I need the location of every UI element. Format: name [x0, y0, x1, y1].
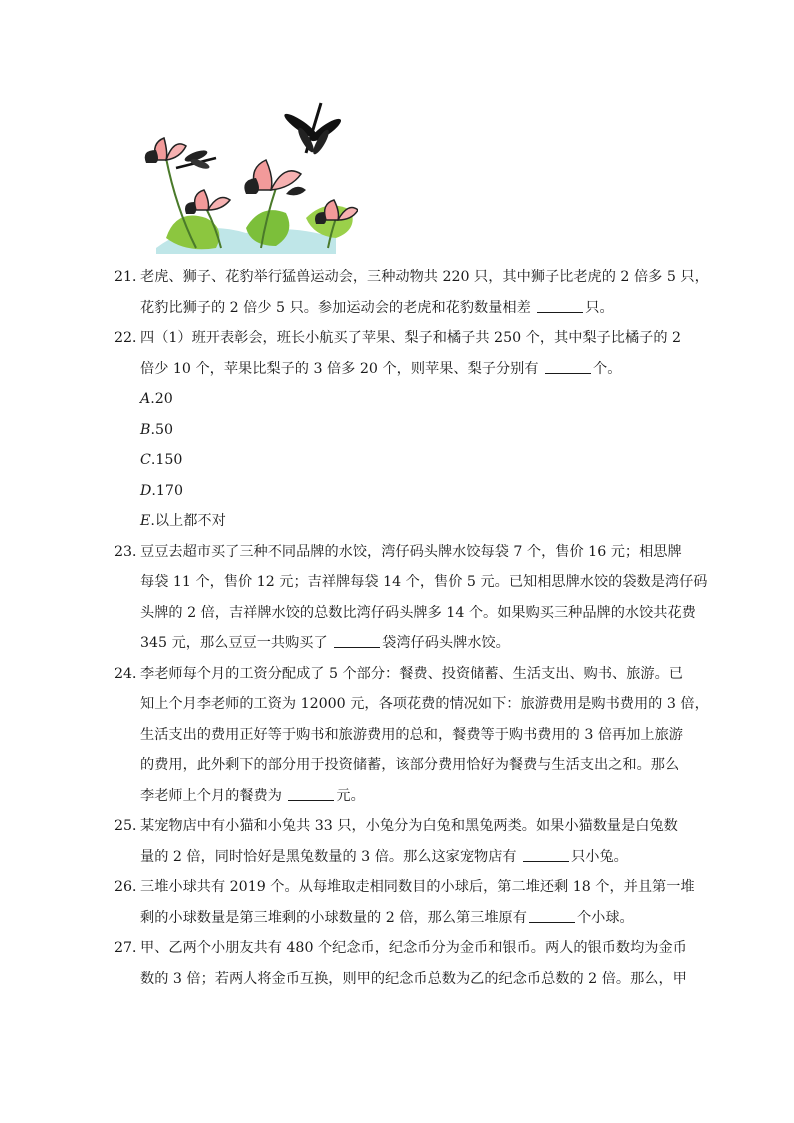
lotus-flower-icon: [244, 160, 306, 195]
question-24: [114, 659, 709, 812]
question-text: 的费用，此外剩下的部分用于投资储蓄，该部分费用恰好为餐费与生活支出之和。那么: [140, 757, 680, 773]
option-d[interactable]: D.170: [140, 482, 183, 499]
question-text: 元。: [336, 787, 365, 804]
question-number: 24．: [114, 665, 147, 682]
answer-blank[interactable]: [523, 847, 569, 862]
question-22: [114, 323, 684, 384]
question-21: [114, 262, 709, 323]
question-text: 量的 2 倍，同时恰好是黑兔数量的 3 倍。那么这家宠物店有: [140, 848, 522, 865]
question-23: [114, 537, 708, 659]
question-text: 只小兔。: [571, 848, 628, 865]
question-text: 个。: [593, 360, 622, 377]
question-text: 四（1）班开表彰会，班长小航买了苹果、梨子和橘子共 250 个，其中梨子比橘子的 2: [140, 330, 682, 346]
question-text: 某宠物店中有小猫和小兔共 33 只，小兔分为白兔和黑兔两类。如果小猫数量是白兔数: [140, 818, 678, 834]
lotus-flower-icon: [145, 138, 186, 163]
question-text: 生活支出的费用正好等于购书和旅游费用的总和，餐费等于购书费用的 3 倍再加上旅游: [140, 726, 683, 743]
answer-blank[interactable]: [537, 298, 583, 313]
question-text: 李老师上个月的餐费为: [140, 787, 287, 804]
question-text: 甲、乙两个小朋友共有 480 个纪念币，纪念币分为金币和银币。两人的银币数均为金币: [140, 940, 687, 956]
question-number: 27．: [114, 940, 147, 956]
question-number: 23．: [114, 543, 147, 560]
question-text: 花豹比狮子的 2 倍少 5 只。参加运动会的老虎和花豹数量相差: [140, 299, 536, 316]
question-text: 每袋 11 个，售价 12 元；吉祥牌每袋 14 个，售价 5 元。已知相思牌水饺的袋数是湾仔码: [140, 574, 708, 590]
answer-blank[interactable]: [545, 359, 591, 374]
question-number: 22．: [114, 330, 147, 346]
question-text: 老虎、狮子、花豹举行猛兽运动会，三种动物共 220 只，其中狮子比老虎的 2 倍多 5 只，: [140, 269, 709, 285]
option-a[interactable]: A.20: [140, 391, 173, 407]
question-27: [114, 933, 687, 994]
question-text: 只。: [585, 299, 614, 316]
answer-blank[interactable]: [334, 633, 380, 648]
answer-blank[interactable]: [288, 786, 334, 801]
question-text: 个小球。: [576, 909, 634, 926]
question-text: 数的 3 倍；若两人将金币互换，则甲的纪念币总数为乙的纪念币总数的 2 倍。那么，甲: [140, 970, 687, 987]
question-text: 剩的小球数量是第三堆剩的小球数量的 2 倍，那么第三堆原有: [140, 909, 527, 926]
question-text: 豆豆去超市买了三种不同品牌的水饺，湾仔码头牌水饺每袋 7 个，售价 16 元；相思牌: [140, 543, 682, 560]
question-text: 知上个月李老师的工资为 12000 元，各项花费的情况如下：旅游费用是购书费用的 3 倍，: [140, 696, 709, 712]
question-list: [114, 262, 709, 994]
question-number: 21．: [114, 269, 147, 285]
question-25: [114, 811, 684, 872]
option-c[interactable]: C.150: [140, 452, 183, 468]
question-text: 倍少 10 个，苹果比梨子的 3 倍多 20 个，则苹果、梨子分别有: [140, 360, 544, 377]
answer-blank[interactable]: [529, 908, 575, 923]
question-text: 头牌的 2 倍，吉祥牌水饺的总数比湾仔码头牌多 14 个。如果购买三种品牌的水饺共花费: [140, 604, 696, 621]
option-b[interactable]: B.50: [140, 421, 174, 438]
question-text: 李老师每个月的工资分配成了 5 个部分：餐费、投资储蓄、生活支出、购书、旅游。已: [140, 665, 683, 682]
question-text: 三堆小球共有 2019 个。从每堆取走相同数目的小球后，第二堆还剩 18 个，并且第一堆: [140, 879, 695, 895]
question-number: 26．: [114, 879, 147, 895]
dragonfly-icon: [282, 103, 344, 156]
question-26: [114, 872, 695, 933]
lotus-flower-icon: [185, 190, 230, 214]
question-number: 25．: [114, 818, 147, 834]
option-e[interactable]: E.以上都不对: [140, 513, 226, 529]
question-text: 345 元，那么豆豆一共购买了: [140, 635, 333, 651]
question-text: 袋湾仔码头牌水饺。: [382, 635, 510, 651]
lotus-dragonfly-illustration: [136, 98, 358, 254]
